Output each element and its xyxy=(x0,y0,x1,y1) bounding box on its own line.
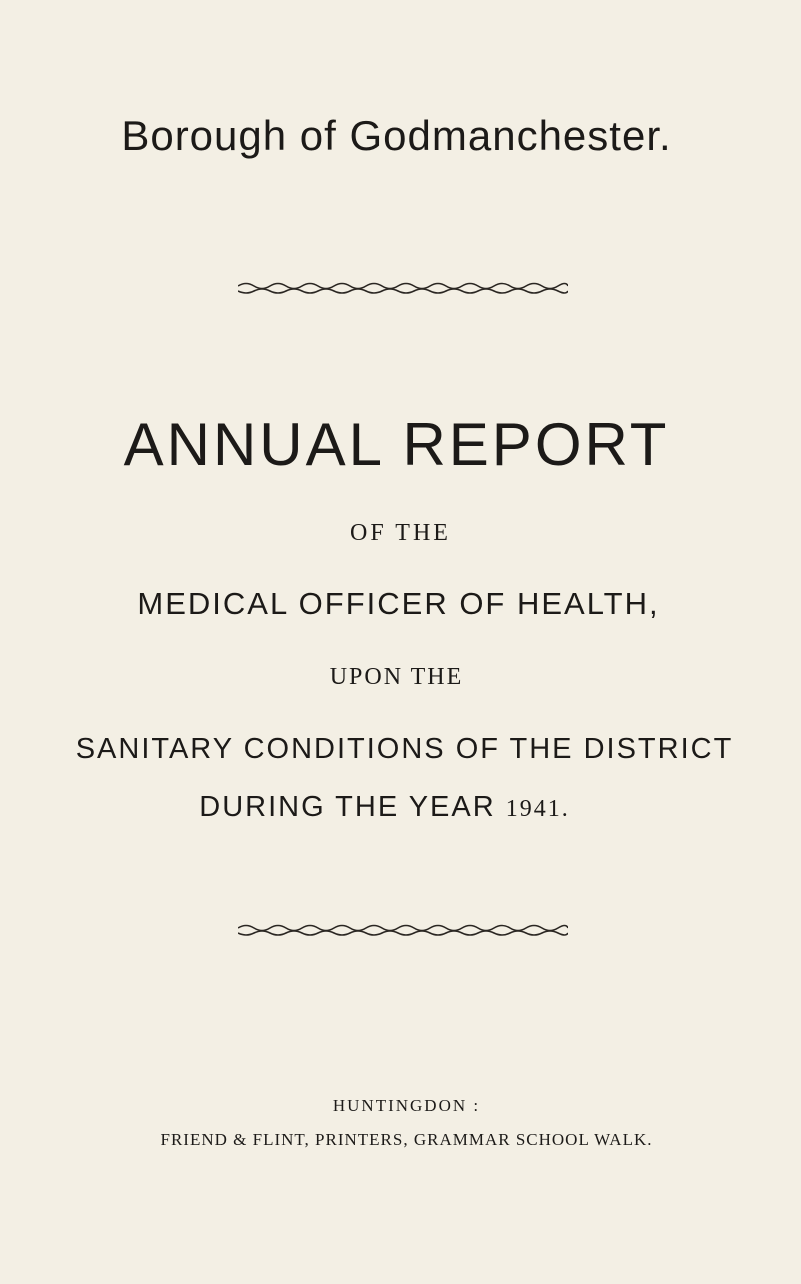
during-year-line xyxy=(0,791,785,824)
wavy-rule-ornament-top xyxy=(238,280,568,296)
imprint-printer: FRIEND & FLINT, PRINTERS, GRAMMAR SCHOOL WALK. xyxy=(160,1130,653,1149)
report-year: 1941. xyxy=(505,796,570,822)
upon-the-line: UPON THE xyxy=(329,664,464,690)
officer-line: MEDICAL OFFICER OF HEALTH, xyxy=(137,586,660,621)
report-title: ANNUAL REPORT xyxy=(123,411,670,478)
borough-title: Borough of Godmanchester. xyxy=(121,112,672,159)
conditions-line: SANITARY CONDITIONS OF THE DISTRICT xyxy=(75,733,734,765)
of-the-line: OF THE xyxy=(350,520,451,546)
during-prefix: DURING THE YEAR xyxy=(199,791,496,823)
wavy-rule-ornament-bottom xyxy=(238,922,568,938)
imprint-place: HUNTINGDON : xyxy=(332,1096,481,1115)
